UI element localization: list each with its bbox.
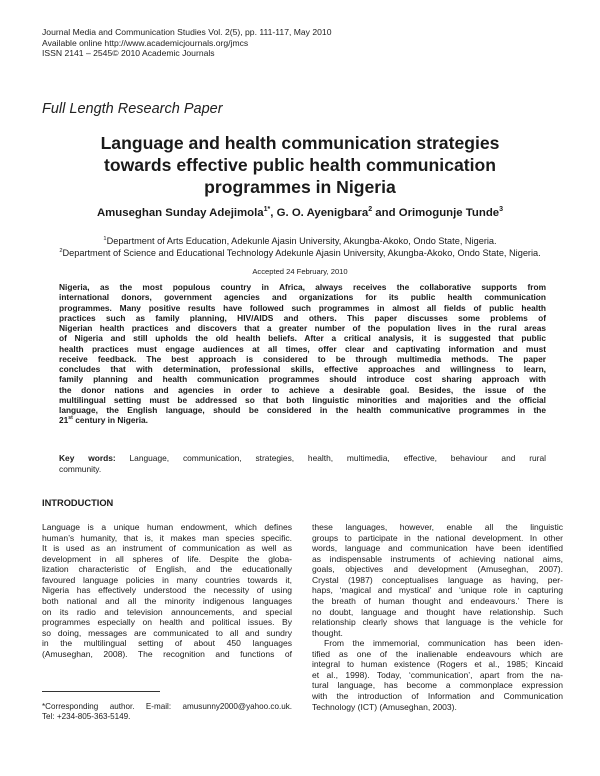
journal-citation-line: Journal Media and Communication Studies Vol. 2(5), pp. 111-117, May 2010 (42, 27, 332, 37)
author-separator: , (270, 207, 277, 219)
body-line: the breath of human thought and endeavours.’ There is (312, 595, 563, 606)
affiliation-text: Department of Arts Education, Adekunle Ajasin University, Akungba-Akoko, Ondo State, Nigeria. (106, 236, 497, 246)
journal-online-line: Available online http://www.academicjournals.org/jmcs (42, 37, 249, 48)
body-line: goals, objectives and development (Amuseghan, 2007). (312, 564, 563, 575)
keywords-label: Key words: (59, 453, 116, 463)
author-name: G. O. Ayenigbara (276, 207, 369, 219)
journal-issn-line: ISSN 2141 – 2545© 2010 Academic Journals (42, 48, 215, 59)
abstract-line: receive feedback. The best approach is considered to be through multimedia methods. The paper (59, 353, 546, 364)
footnote-divider (42, 691, 160, 692)
abstract-line: concludes that with determination, professional skills, effective approaches and willingness to learn, (59, 364, 546, 374)
footnote-line: Tel: +234-805-363-5149. (42, 712, 131, 722)
title-line: towards effective public health communication (103, 155, 497, 175)
body-line: development in all spheres of life. Despite the globa- (42, 553, 292, 564)
body-line: It is used as an instrument of communication as well as (42, 543, 292, 554)
body-line: Crystal (1987) conceptualises language as having, per- (312, 574, 563, 585)
abstract (59, 282, 546, 426)
abstract-line: health practices must engage audiences at all times, offer clear and captivating information and must (59, 343, 546, 354)
title-line: programmes in Nigeria (204, 177, 396, 197)
author-name: Orimogunje Tunde (398, 207, 500, 219)
abstract-century-suffix: st (68, 415, 73, 422)
footnote-line: *Corresponding author. E-mail: amusunny2000@yahoo.co.uk. (42, 702, 292, 711)
abstract-line: family planning and health communication programmes should introduce cost sharing approach with (59, 374, 546, 385)
body-line: thought. (312, 627, 343, 638)
body-line: these languages, however, enable all the linguistic (312, 522, 563, 532)
body-line: Language is a unique human endowment, which defines (42, 522, 292, 532)
paper-title (40, 132, 560, 198)
body-line: Nigeria has effectively understood the necessity of using (42, 585, 292, 596)
abstract-closing-text: century in Nigeria. (72, 415, 148, 426)
author-affiliation-mark: 3 (499, 206, 504, 214)
corresponding-author-footnote (42, 702, 292, 723)
body-line: et al., 1998). Today, ‘communication’, apart from the na- (312, 669, 563, 680)
body-column-left (42, 522, 292, 659)
abstract-line: Nigeria, as the most populous country in Africa, always receives the collaborative supports from (59, 282, 546, 292)
author-affiliation-mark: 1* (263, 206, 271, 214)
body-line: so doing, messages are communicated to all and sundry (42, 627, 292, 638)
body-line: (Amuseghan, 2008). The recognition and functions of (42, 648, 292, 659)
body-line: in the multilingual setting of about 450 languages (42, 638, 292, 649)
body-line: human’s humanity, that is, it makes man species specific. (42, 532, 292, 543)
author-name: Amuseghan Sunday Adejimola (96, 207, 264, 219)
keywords-line: community. (59, 463, 102, 474)
author-list (40, 207, 560, 219)
body-line: From the immemorial, communication has been iden- (324, 638, 563, 649)
abstract-line: programmes. Many positive results have followed such programmes in almost all fields of public health (59, 302, 546, 313)
abstract-line: the donor nations and agencies in order to achieve a desirable goal. Besides, the issue of the (59, 384, 546, 395)
abstract-century-number: 21 (59, 415, 69, 426)
affiliation-line (30, 247, 570, 259)
affiliations (30, 235, 570, 259)
body-line: both national and all the minority indigenous languages (42, 595, 292, 606)
body-line: lization characteristic of English, and the educationally (42, 564, 292, 575)
accepted-date: Accepted 24 February, 2010 (252, 267, 348, 276)
affiliation-mark: 2 (59, 247, 63, 254)
abstract-line: Nigerian health practices and discovers that a greater number of the population lives in the rural areas (59, 323, 546, 333)
paper-type-label: Full Length Research Paper (42, 101, 223, 117)
author-affiliation-mark: 2 (368, 206, 373, 214)
body-line: haps, ‘magical and mystical’ and ‘unique role in capturing (312, 585, 563, 596)
keywords-line (59, 453, 546, 464)
body-line: tural language, has become a commonplace expression (312, 680, 563, 691)
body-line: relationship clearly shows that language is the vehicle for (312, 617, 563, 628)
body-line: programmes especially on health and political issues. By (42, 617, 292, 628)
affiliation-line (30, 235, 570, 247)
body-line: as indispensable instruments of achieving national aims, (312, 553, 563, 564)
section-heading: INTRODUCTION (42, 498, 114, 508)
abstract-line: practices such as family planning, HIV/AIDS and others. This paper discusses some problems of (59, 312, 546, 323)
body-line: tified as one of the inalienable endeavours which are (312, 648, 563, 659)
body-line: words, language and communication have been identified (312, 543, 563, 554)
body-column-right (312, 522, 563, 712)
keywords-text: Language, communication, strategies, health, multimedia, effective, behaviour and rural (115, 453, 546, 463)
body-line: no doubt, language and thought have relationship. Such (312, 606, 563, 617)
keywords (59, 453, 546, 475)
abstract-line: multilingual setting must be addressed so that both linguistic minorities and majorities and the official (59, 394, 546, 405)
affiliation-mark: 1 (103, 235, 107, 242)
body-line: integral to human existence (Rogers et al., 1985; Kincaid (312, 659, 563, 670)
body-line: with the introduction of Information and Communication (312, 691, 563, 701)
title-line: Language and health communication strategies (100, 133, 500, 153)
author-separator: and (372, 207, 399, 219)
body-line: Technology (ICT) (Amuseghan, 2003). (312, 701, 457, 712)
abstract-line: international donors, government agencies and organizations for its public health communication (59, 292, 546, 303)
body-line: groups to participate in the national development. In other (312, 532, 563, 543)
abstract-line (59, 415, 546, 425)
abstract-line: language, the English language, should be considered in the health communicative programmes in the (59, 405, 546, 415)
affiliation-text: Department of Science and Educational Technology Adekunle Ajasin University, Akungba-Akoko, Ondo State, Nigeria. (62, 248, 541, 258)
journal-header (42, 27, 332, 59)
body-line: favoured language policies in many countries towards it, (42, 574, 292, 585)
body-line: on its radio and television announcements, and special (42, 606, 292, 617)
abstract-line: of Nigeria and still upholds the old health beliefs. After a critical analysis, it is suggested that public (59, 333, 546, 344)
